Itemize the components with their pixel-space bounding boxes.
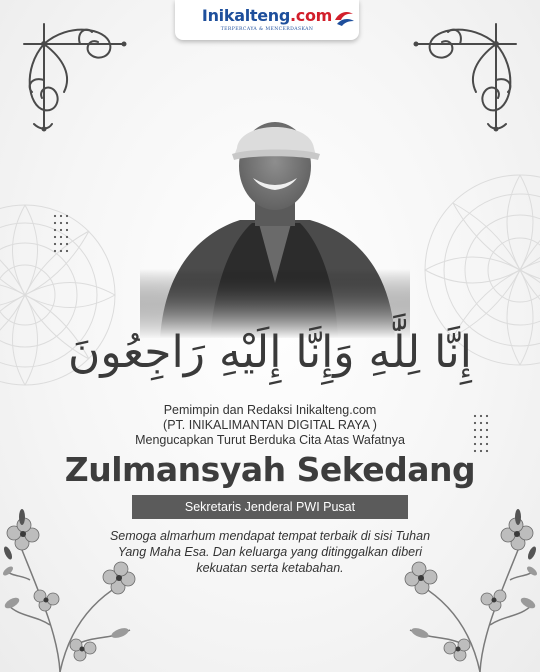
dot-grid-left-icon: [52, 213, 70, 257]
logo-emblem-icon: [333, 8, 355, 28]
condolence-line-1: Pemimpin dan Redaksi Inikalteng.com: [163, 403, 377, 417]
condolence-line-2: (PT. INIKALIMANTAN DIGITAL RAYA ): [163, 418, 377, 432]
flower-right-icon: [390, 505, 540, 672]
portrait-photo: [140, 108, 410, 338]
prayer-line-1: Semoga almarhum mendapat tempat terbaik di sisi Tuhan: [109, 529, 431, 543]
prayer-line-3: kekuatan serta ketabahan.: [196, 561, 344, 575]
logo-name-suffix: .com: [290, 6, 333, 25]
corner-flourish-left-icon: [14, 14, 134, 139]
logo-name-primary: Inikalteng: [201, 6, 291, 25]
deceased-title: Sekretaris Jenderal PWI Pusat: [184, 500, 356, 514]
prayer-line-2: Yang Maha Esa. Dan keluarga yang ditinggalkan diberi: [117, 545, 423, 559]
title-bar: [132, 495, 408, 519]
logo-tagline: TERPERCAYA & MENCERDASKAN: [220, 27, 314, 32]
corner-flourish-right-icon: [406, 14, 526, 139]
istirja-calligraphy: إِنَّا لِلَّٰهِ وَإِنَّا إِلَيْهِ رَاجِعُونَ: [68, 327, 472, 378]
site-logo[interactable]: [175, 0, 359, 40]
flower-left-icon: [0, 505, 150, 672]
logo-wordmark: [183, 6, 351, 25]
condolence-line-3: Mengucapkan Turut Berduka Cita Atas Wafatnya: [135, 433, 405, 447]
deceased-name: Zulmansyah Sekedang: [64, 450, 476, 489]
